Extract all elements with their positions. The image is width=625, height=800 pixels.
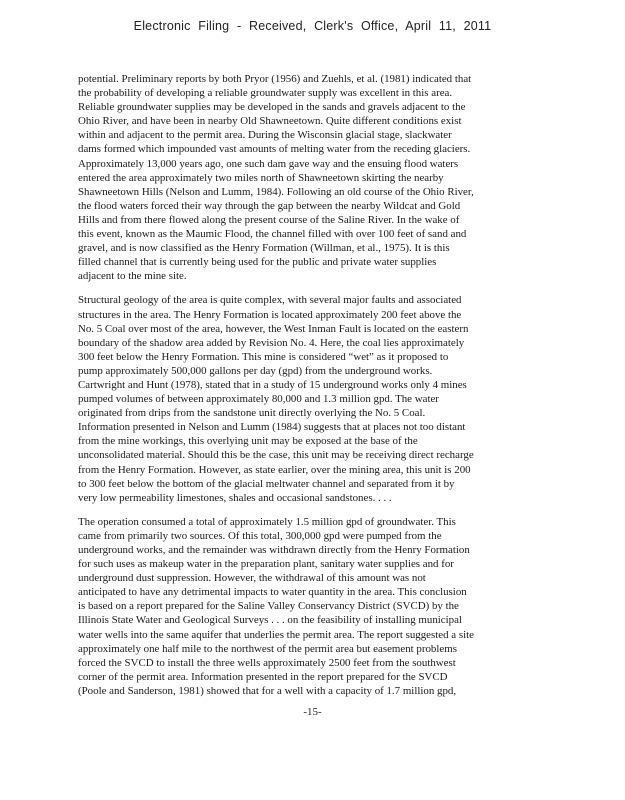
text-line: corner of the permit area. Information presented in the report prepared for the SVCD <box>78 670 448 683</box>
text-line: structures in the area. The Henry Formation is located approximately 200 feet above the <box>78 308 462 321</box>
text-line: this event, known as the Maumic Flood, the channel filled with over 100 feet of sand and <box>78 228 467 241</box>
text-line: approximately one half mile to the northwest of the permit area but easement problems <box>78 642 457 655</box>
text-line: very low permeability limestones, shales and occasional sandstones. . . . <box>78 491 392 504</box>
text-line: from the mine workings, this overlying unit may be exposed at the base of the <box>78 435 418 448</box>
text-line: 300 feet below the Henry Formation. This mine is considered “wet” as it proposed to <box>78 350 449 363</box>
text-line: boundary of the shadow area added by Revision No. 4. Here, the coal lies approximately <box>78 336 465 349</box>
text-line: the flood waters forced their way through the gap between the nearby Wildcat and Gold <box>78 199 461 212</box>
text-line: Structural geology of the area is quite complex, with several major faults and associated <box>78 294 462 307</box>
text-line: No. 5 Coal over most of the area, however, the West Inman Fault is located on the eastern <box>78 322 469 335</box>
text-line: Reliable groundwater supplies may be developed in the sands and gravels adjacent to the <box>78 101 466 114</box>
text-line: within and adjacent to the permit area. During the Wisconsin glacial stage, slackwater <box>78 129 452 142</box>
text-line: entered the area approximately two miles north of Shawneetown skirting the nearby <box>78 171 444 184</box>
text-line: originated from drips from the sandstone unit directly overlying the No. 5 Coal. <box>78 407 426 420</box>
text-line: gravel, and is now classified as the Henry Formation (Willman, et al., 1975). It is this <box>78 242 450 255</box>
text-line: is based on a report prepared for the Saline Valley Conservancy District (SVCD) by the <box>78 600 459 613</box>
page-number: -15- <box>303 706 322 718</box>
text-line: for such uses as makeup water in the preparation plant, sanitary water supplies and for <box>78 558 454 571</box>
text-line: came from primarily two sources. Of this total, 300,000 gpd were pumped from the <box>78 529 442 542</box>
text-line: pumped volumes of between approximately 80,000 and 1.3 million gpd. The water <box>78 393 439 406</box>
text-line: underground works, and the remainder was withdrawn directly from the Henry Formation <box>78 544 470 556</box>
filing-header: Electronic Filing - Received, Clerk's Office, April 11, 2011 <box>133 19 492 33</box>
text-line: Shawneetown Hills (Nelson and Lumm, 1984). Following an old course of the Ohio River, <box>78 185 474 198</box>
text-line: pump approximately 500,000 gallons per day (gpd) from the underground works. <box>78 364 433 377</box>
text-line: Hills and from there flowed along the present course of the Saline River. In the wake of <box>78 213 460 226</box>
paragraph-water-consumption <box>78 515 550 698</box>
text-line: (Poole and Sanderson, 1981) showed that for a well with a capacity of 1.7 million gpd, <box>78 684 457 697</box>
text-line: Information presented in Nelson and Lumm (1984) suggests that at places not too distant <box>78 421 466 434</box>
text-line: from the Henry Formation. However, as state earlier, over the mining area, this unit is 200 <box>78 463 471 476</box>
paragraph-groundwater-history <box>78 72 550 283</box>
text-line: Ohio River, and have been in nearby Old Shawneetown. Quite different conditions exist <box>78 115 462 128</box>
text-line: filled channel that is currently being used for the public and private water supplies <box>78 256 437 269</box>
text-line: anticipated to have any detrimental impacts to water quantity in the area. This conclusion <box>78 586 467 599</box>
text-line: unconsolidated material. Should this be the case, this unit may be receiving direct recharge <box>78 449 474 462</box>
text-line: Illinois State Water and Geological Surveys . . . on the feasibility of installing municipal <box>78 614 462 627</box>
text-line: water wells into the same aquifer that underlies the permit area. The report suggested a site <box>78 628 474 641</box>
paragraph-structural-geology <box>78 293 550 504</box>
text-line: adjacent to the mine site. <box>78 270 187 283</box>
text-line: Cartwright and Hunt (1978), stated that in a study of 15 underground works only 4 mines <box>78 378 467 391</box>
text-line: potential. Preliminary reports by both Pryor (1956) and Zuehls, et al. (1981) indicated that <box>78 73 472 85</box>
text-line: forced the SVCD to install the three wells approximately 2500 feet from the southwest <box>78 656 456 669</box>
text-line: The operation consumed a total of approximately 1.5 million gpd of groundwater. This <box>78 515 456 528</box>
text-line: Approximately 13,000 years ago, one such dam gave way and the ensuing flood waters <box>78 157 459 170</box>
text-line: to 300 feet below the bottom of the glacial meltwater channel and separated from it by <box>78 477 455 490</box>
text-line: underground dust suppression. However, the withdrawal of this amount was not <box>78 572 426 585</box>
text-line: dams formed which impounded vast amounts of melting water from the receding glaciers. <box>78 143 471 156</box>
text-line: the probability of developing a reliable groundwater supply was excellent in this area. <box>78 87 453 100</box>
document-body <box>78 72 550 698</box>
